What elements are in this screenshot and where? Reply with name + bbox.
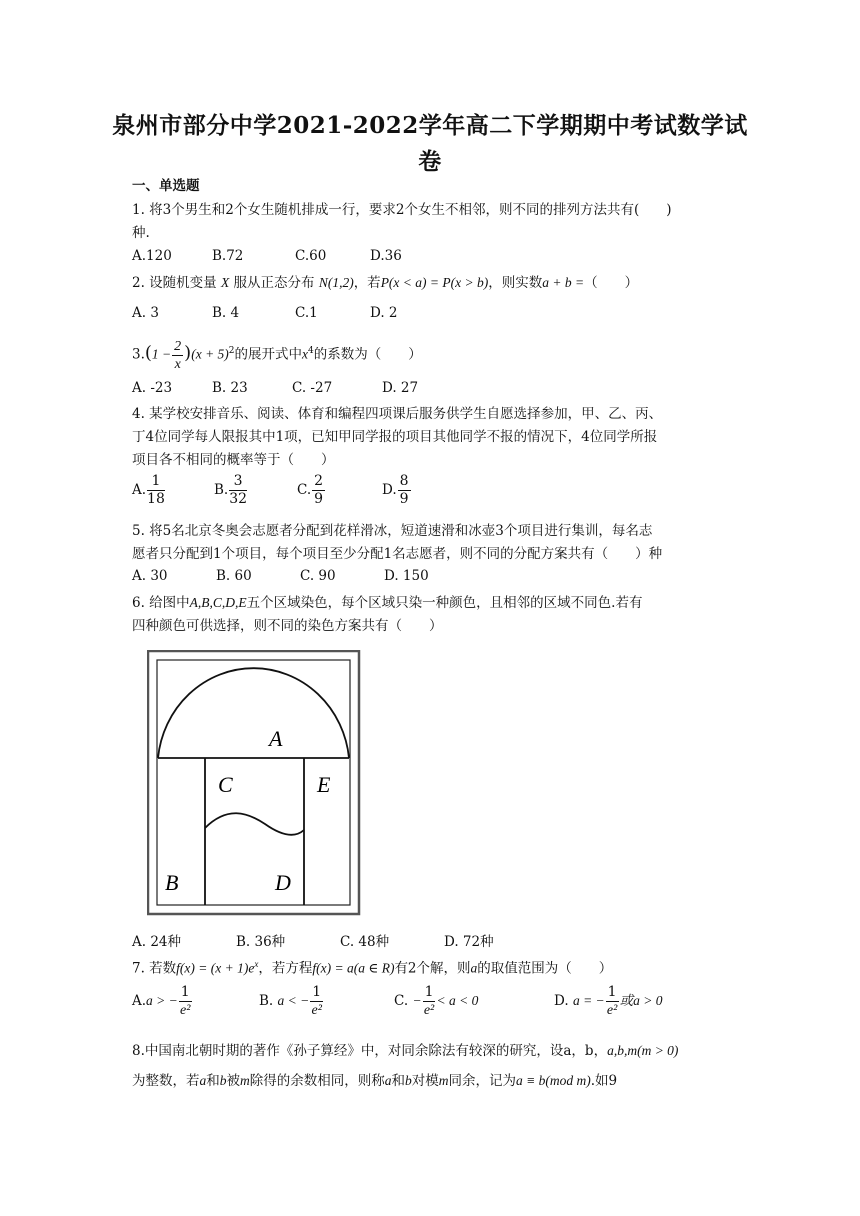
q7-text-suffix: 有2个解，则 (394, 960, 471, 977)
question-3-text (132, 331, 732, 371)
q7-prefix: 7. 若数 (132, 960, 177, 977)
option-label: C. (394, 993, 409, 1009)
label-e: E (317, 772, 331, 797)
label-c: C (218, 772, 233, 797)
q8-var-b: b (219, 1073, 227, 1088)
q8-text-d: 除得的余数相同，则称 (249, 1073, 385, 1089)
q8-text-e: 对模 (411, 1073, 439, 1089)
q6-text: 五个区域染色，每个区域只染一种颜色，且相邻的区域不同色.若有 (246, 595, 643, 611)
option-denominator: e² (423, 1003, 435, 1018)
option-a[interactable] (132, 984, 193, 1019)
q7-text-suffix2: 的取值范围为（ ） (477, 960, 613, 977)
page-title-continued: 卷 (418, 148, 442, 175)
option-prefix: a > − (146, 993, 178, 1008)
option-b[interactable]: B. 36种 (236, 934, 286, 950)
option-d[interactable] (554, 984, 662, 1019)
question-7-text (132, 955, 732, 978)
q3-binomial: (x + 5) (191, 346, 229, 362)
option-numerator: 3 (229, 473, 247, 491)
question-6-text (132, 594, 732, 612)
option-label: A. (132, 993, 147, 1009)
q8-text-g: .如9 (590, 1073, 618, 1089)
option-label: B. (259, 993, 274, 1009)
q3-term-exponent: 4 (308, 346, 314, 356)
q8-text-c: 被 (226, 1073, 240, 1089)
q6-prefix: 6. 给图中 (132, 595, 190, 611)
q3-exponent: 2 (228, 346, 235, 356)
q2-prefix: 2. 设随机变量 (132, 275, 217, 291)
option-prefix: a < − (277, 993, 310, 1008)
option-denominator: e² (606, 1003, 618, 1018)
question-8-text-cont (132, 1072, 732, 1090)
q8-variables: a,b,m(m > 0) (607, 1043, 679, 1058)
q3-fraction (172, 338, 183, 373)
q2-probability: P(x < a) = P(x > b) (380, 275, 489, 290)
region-coloring-figure (147, 650, 361, 920)
q8-text-a: 为整数，若 (132, 1073, 200, 1089)
option-a[interactable]: A.120 (132, 248, 172, 264)
q2-text-mid3: ，则实数 (488, 275, 543, 291)
option-label: C. (297, 482, 312, 498)
question-2-text (132, 274, 732, 292)
label-d: D (275, 870, 291, 895)
option-d[interactable]: D. 72种 (444, 934, 494, 950)
option-a[interactable]: A. 3 (132, 305, 159, 321)
paren-right: ) (184, 342, 192, 364)
q3-one-minus: 1 − (151, 346, 172, 362)
option-d[interactable]: D. 27 (382, 380, 419, 396)
option-c[interactable] (394, 984, 478, 1019)
q8-var-a: a (199, 1073, 207, 1088)
q2-variable: X (220, 275, 230, 290)
question-4-text-cont: 丁4位同学每人限报其中1项，已知甲同学报的项目其他同学不报的情况下，4位同学所报 (132, 429, 658, 445)
option-denominator: 18 (147, 491, 165, 507)
option-numerator: 1 (147, 473, 165, 491)
option-denominator: e² (180, 1003, 191, 1018)
option-c[interactable]: C.60 (295, 248, 327, 264)
option-b[interactable] (259, 984, 324, 1019)
q3-numerator: 2 (174, 338, 182, 354)
question-6-text-cont: 四种颜色可供选择，则不同的染色方案共有（ ） (132, 618, 443, 634)
option-prefix: − (412, 993, 422, 1008)
q7-function-exponent: x (254, 959, 259, 969)
option-c[interactable]: C. 48种 (340, 934, 390, 950)
q7-text-mid: ，若方程 (258, 960, 313, 977)
option-label: B. (214, 482, 229, 498)
q3-text: 的展开式中 (234, 346, 303, 363)
q8-var-a2: a (384, 1073, 392, 1088)
q2-text-mid1: 服从正态分布 (233, 275, 315, 291)
q8-var-b2: b (405, 1073, 412, 1088)
question-4-text: 4. 某学校安排音乐、阅读、体育和编程四项课后服务供学生自愿选择参加，甲、乙、丙、 (132, 406, 663, 422)
region-diagram (147, 650, 361, 916)
option-denominator: 9 (399, 491, 409, 507)
label-b: B (165, 870, 179, 895)
question-5-text-cont: 愿者只分配到1个项目，每个项目至少分配1名志愿者，则不同的分配方案共有（ ）种 (132, 546, 663, 562)
q6-regions: A,B,C,D,E (189, 595, 247, 610)
page-title: 泉州市部分中学2021-2022学年高二下学期期中考试数学试 (112, 112, 748, 139)
q7-function: f(x) = (x + 1)e (176, 960, 255, 976)
q2-distribution: N(1,2) (318, 275, 354, 290)
option-numerator: 1 (607, 984, 617, 1000)
q3-suffix: 的系数为（ ） (313, 346, 422, 363)
q8-text-f: 同余，记为 (448, 1073, 516, 1089)
option-c[interactable]: C. -27 (292, 380, 333, 396)
option-c[interactable] (297, 473, 326, 508)
option-denominator: 9 (314, 491, 324, 507)
option-b[interactable] (214, 473, 248, 508)
q2-expression: a + b = (542, 275, 585, 290)
option-d[interactable] (382, 473, 412, 508)
option-numerator: 8 (399, 473, 409, 489)
option-denominator: 32 (229, 491, 248, 507)
option-d[interactable]: D. 2 (370, 305, 398, 321)
option-a[interactable]: A. 24种 (132, 934, 182, 950)
q8-text-b2: 和 (391, 1073, 405, 1089)
section-heading: 一、单选题 (132, 178, 200, 194)
q2-text-mid2: ，若 (353, 275, 381, 291)
option-b[interactable]: B. 23 (212, 380, 248, 396)
q8-congruence: a ≡ b(mod m) (516, 1073, 591, 1088)
option-label: D. (554, 993, 569, 1009)
question-1-text: 1. 将3个男生和2个女生随机排成一行，要求2个女生不相邻，则不同的排列方法共有( ) (132, 202, 672, 218)
option-b[interactable]: B.72 (212, 248, 244, 264)
option-b[interactable]: B. 4 (212, 305, 240, 321)
q3-term: x (302, 346, 309, 362)
q8-text: 8.中国南北朝时期的著作《孙子算经》中，对同余除法有较深的研究，设a，b， (132, 1043, 608, 1059)
option-suffix: < a < 0 (436, 993, 479, 1008)
option-numerator: 2 (314, 473, 324, 489)
q8-var-m: m (240, 1073, 250, 1088)
q3-prefix: 3. (132, 346, 145, 363)
option-a[interactable] (132, 473, 166, 508)
option-suffix: 或a > 0 (619, 993, 663, 1008)
option-label: A. (132, 482, 147, 498)
option-d[interactable]: D.36 (370, 248, 402, 264)
option-a[interactable]: A. 30 (132, 568, 168, 584)
q7-variable: a (470, 960, 478, 976)
q2-suffix: （ ） (584, 275, 639, 291)
q7-equation: f(x) = a(a ∈ R) (312, 960, 395, 976)
paren-left: ( (144, 342, 152, 364)
question-4-text-cont2: 项目各不相同的概率等于（ ） (132, 452, 335, 468)
question-5-text: 5. 将5名北京冬奥会志愿者分配到花样滑冰，短道速滑和冰壶3个项目进行集训，每名志 (132, 523, 653, 539)
option-denominator: e² (311, 1003, 322, 1018)
option-c[interactable]: C. 90 (300, 568, 336, 584)
option-a[interactable]: A. -23 (132, 380, 173, 396)
label-a: A (269, 726, 283, 751)
option-numerator: 1 (424, 984, 434, 1000)
q3-denominator: x (174, 356, 181, 372)
option-c[interactable]: C.1 (295, 305, 318, 321)
option-d[interactable]: D. 150 (384, 568, 429, 584)
q8-var-m2: m (438, 1073, 449, 1088)
question-8-text (132, 1042, 732, 1060)
option-b[interactable]: B. 60 (216, 568, 252, 584)
q8-text-b: 和 (206, 1073, 220, 1089)
option-numerator: 1 (312, 984, 322, 1000)
option-prefix: a = − (572, 993, 605, 1008)
question-1-text-cont: 种. (132, 225, 150, 241)
option-numerator: 1 (180, 984, 190, 1000)
option-label: D. (382, 482, 397, 498)
